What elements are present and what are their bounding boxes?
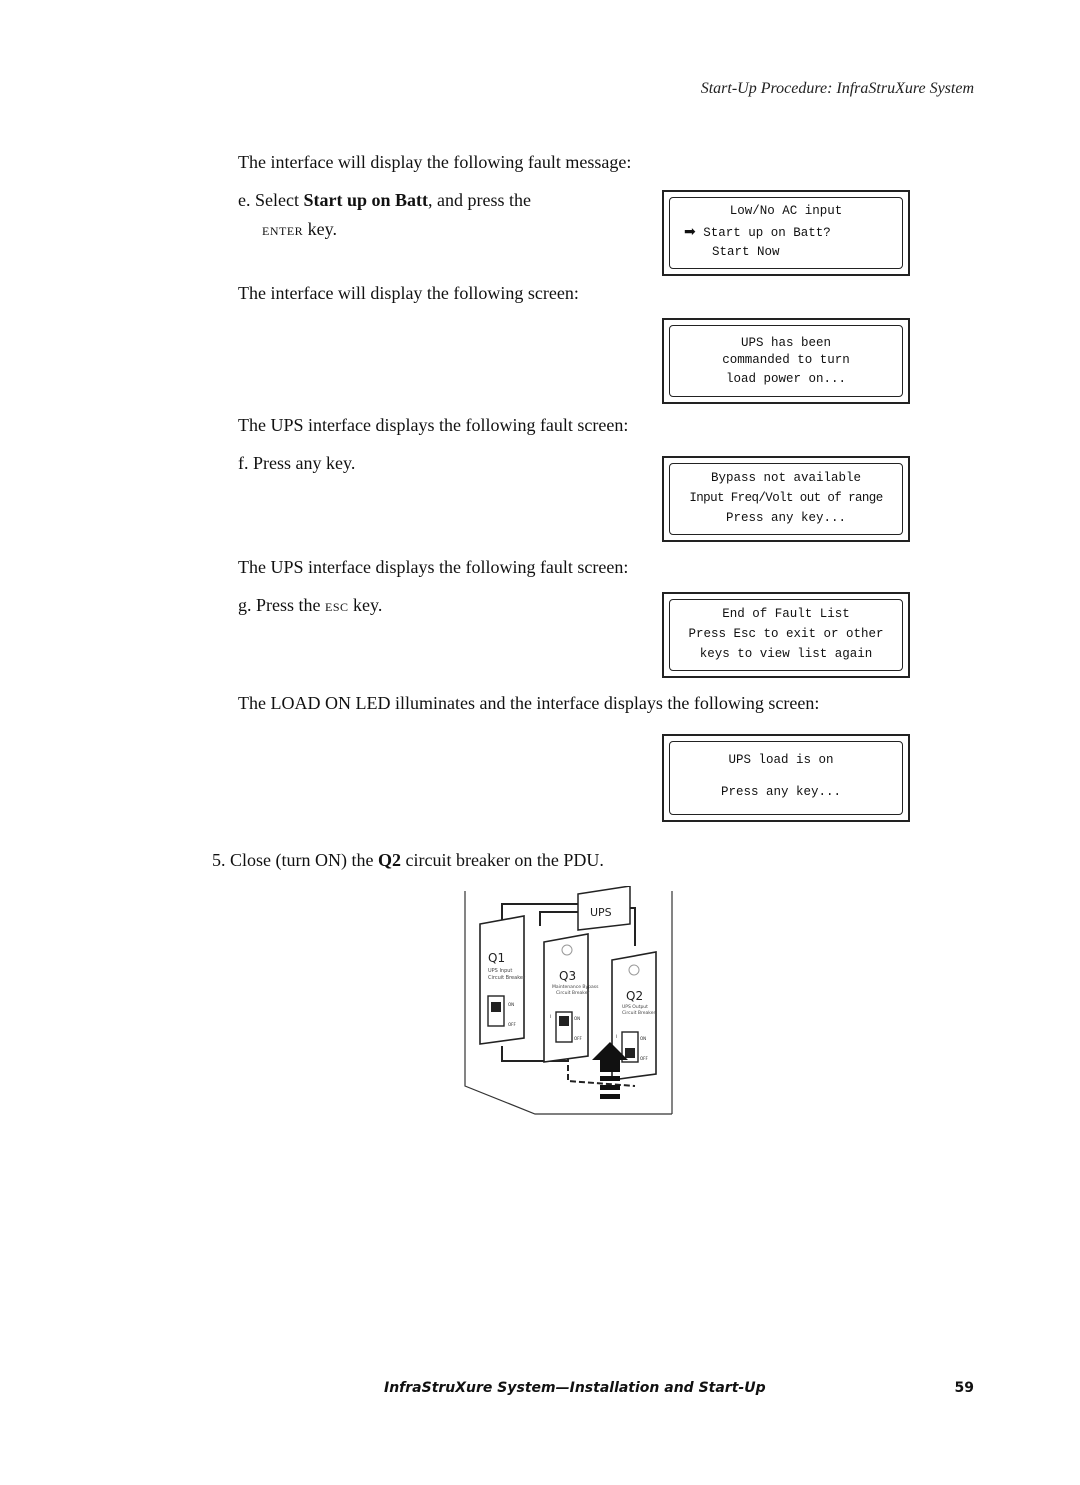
q2-caption: UPS Output bbox=[622, 1005, 648, 1010]
intro-fault-message: The interface will display the following fault message: bbox=[238, 152, 632, 172]
lcd-screen-load-on bbox=[662, 734, 910, 822]
step-5 bbox=[212, 849, 604, 871]
step-text: Select bbox=[255, 190, 304, 210]
q3-off-mark: OFF bbox=[574, 1036, 582, 1041]
step-text: circuit breaker on the PDU. bbox=[401, 850, 604, 870]
q3-on-mark: ON bbox=[574, 1016, 581, 1021]
lcd-line: commanded to turn bbox=[722, 353, 850, 367]
step-text: , and press the bbox=[428, 190, 531, 210]
q2-caption: Circuit Breaker bbox=[622, 1011, 656, 1016]
step-marker: 5. bbox=[212, 850, 226, 870]
q2-off-mark: OFF bbox=[640, 1056, 648, 1061]
q1-switch-handle bbox=[491, 1002, 501, 1012]
step-f bbox=[238, 452, 355, 474]
q2-i-mark: I bbox=[616, 1034, 618, 1039]
q3-switch-handle bbox=[559, 1016, 569, 1026]
lcd-option: Start Now bbox=[712, 245, 780, 259]
lcd-screen-commanded-on bbox=[662, 318, 910, 404]
q2-label: Q2 bbox=[626, 989, 644, 1003]
step-text: Press the bbox=[256, 595, 325, 615]
lcd-line: Bypass not available bbox=[710, 471, 862, 485]
lcd-line: Press any key... bbox=[720, 785, 842, 799]
q1-caption: Circuit Breaker bbox=[488, 975, 526, 981]
q3-led bbox=[562, 945, 572, 955]
pdu-breaker-diagram bbox=[460, 886, 675, 1116]
q2-on-mark: ON bbox=[640, 1036, 647, 1041]
lcd-option: Start up on Batt? bbox=[703, 226, 831, 240]
lcd-line: Input Freq/Volt out of range bbox=[689, 491, 883, 505]
lcd-screen-end-fault-list bbox=[662, 592, 910, 678]
intro-fault-screen: The UPS interface displays the following fault screen: bbox=[238, 557, 629, 577]
selection-arrow-icon: ➡ bbox=[684, 224, 696, 240]
step-g bbox=[238, 594, 382, 618]
esc-key-name: ESC bbox=[325, 600, 349, 614]
q3-i-mark: I bbox=[550, 1014, 552, 1019]
step-text: Close (turn ON) the bbox=[230, 850, 378, 870]
q3-caption: Circuit Breaker bbox=[556, 991, 590, 996]
lcd-line: keys to view list again bbox=[699, 647, 873, 661]
step-emphasis: Start up on Batt bbox=[303, 190, 428, 210]
step-text: key. bbox=[348, 595, 383, 615]
lcd-line: Press any key... bbox=[725, 511, 847, 525]
ups-label: UPS bbox=[590, 906, 612, 919]
step-emphasis: Q2 bbox=[377, 850, 401, 870]
intro-following-screen: The interface will display the following screen: bbox=[238, 283, 579, 303]
lcd-line: End of Fault List bbox=[722, 607, 850, 621]
q2-led bbox=[629, 965, 639, 975]
lcd-line: load power on... bbox=[725, 372, 847, 386]
q1-on-mark: ON bbox=[508, 1002, 515, 1007]
intro-fault-screen: The UPS interface displays the following fault screen: bbox=[238, 415, 629, 435]
step-marker: e. bbox=[238, 190, 251, 210]
q3-label: Q3 bbox=[559, 969, 577, 983]
lcd-line: Press Esc to exit or other bbox=[688, 627, 884, 641]
wire-bypass bbox=[540, 912, 578, 926]
running-header: Start-Up Procedure: InfraStruXure System bbox=[700, 80, 974, 97]
lcd-screen-start-on-batt bbox=[662, 190, 910, 276]
lcd-line-selected bbox=[684, 224, 902, 240]
lcd-screen-bypass-fault bbox=[662, 456, 910, 542]
step-marker: g. bbox=[238, 595, 252, 615]
step-e-key-line bbox=[262, 218, 337, 242]
lcd-line: Low/No AC input bbox=[729, 204, 843, 218]
footer-manual-title: InfraStruXure System—Installation and Start-Up bbox=[384, 1380, 766, 1396]
lcd-line: UPS has been bbox=[740, 336, 831, 350]
step-text: Press any key. bbox=[253, 453, 356, 473]
q2-switch-handle bbox=[625, 1048, 635, 1058]
step-marker: f. bbox=[238, 453, 249, 473]
step-text: key. bbox=[303, 219, 337, 239]
page-number: 59 bbox=[954, 1380, 974, 1396]
q1-off-mark: OFF bbox=[508, 1022, 516, 1027]
load-on-text: The LOAD ON LED illuminates and the interface displays the following screen: bbox=[238, 693, 820, 713]
q3-caption: Maintenance Bypass bbox=[552, 985, 599, 990]
step-e bbox=[238, 189, 531, 211]
lcd-line: UPS load is on bbox=[728, 753, 834, 767]
enter-key-name: ENTER bbox=[262, 224, 304, 238]
q1-label: Q1 bbox=[488, 951, 506, 965]
q1-caption: UPS Input bbox=[488, 968, 513, 974]
